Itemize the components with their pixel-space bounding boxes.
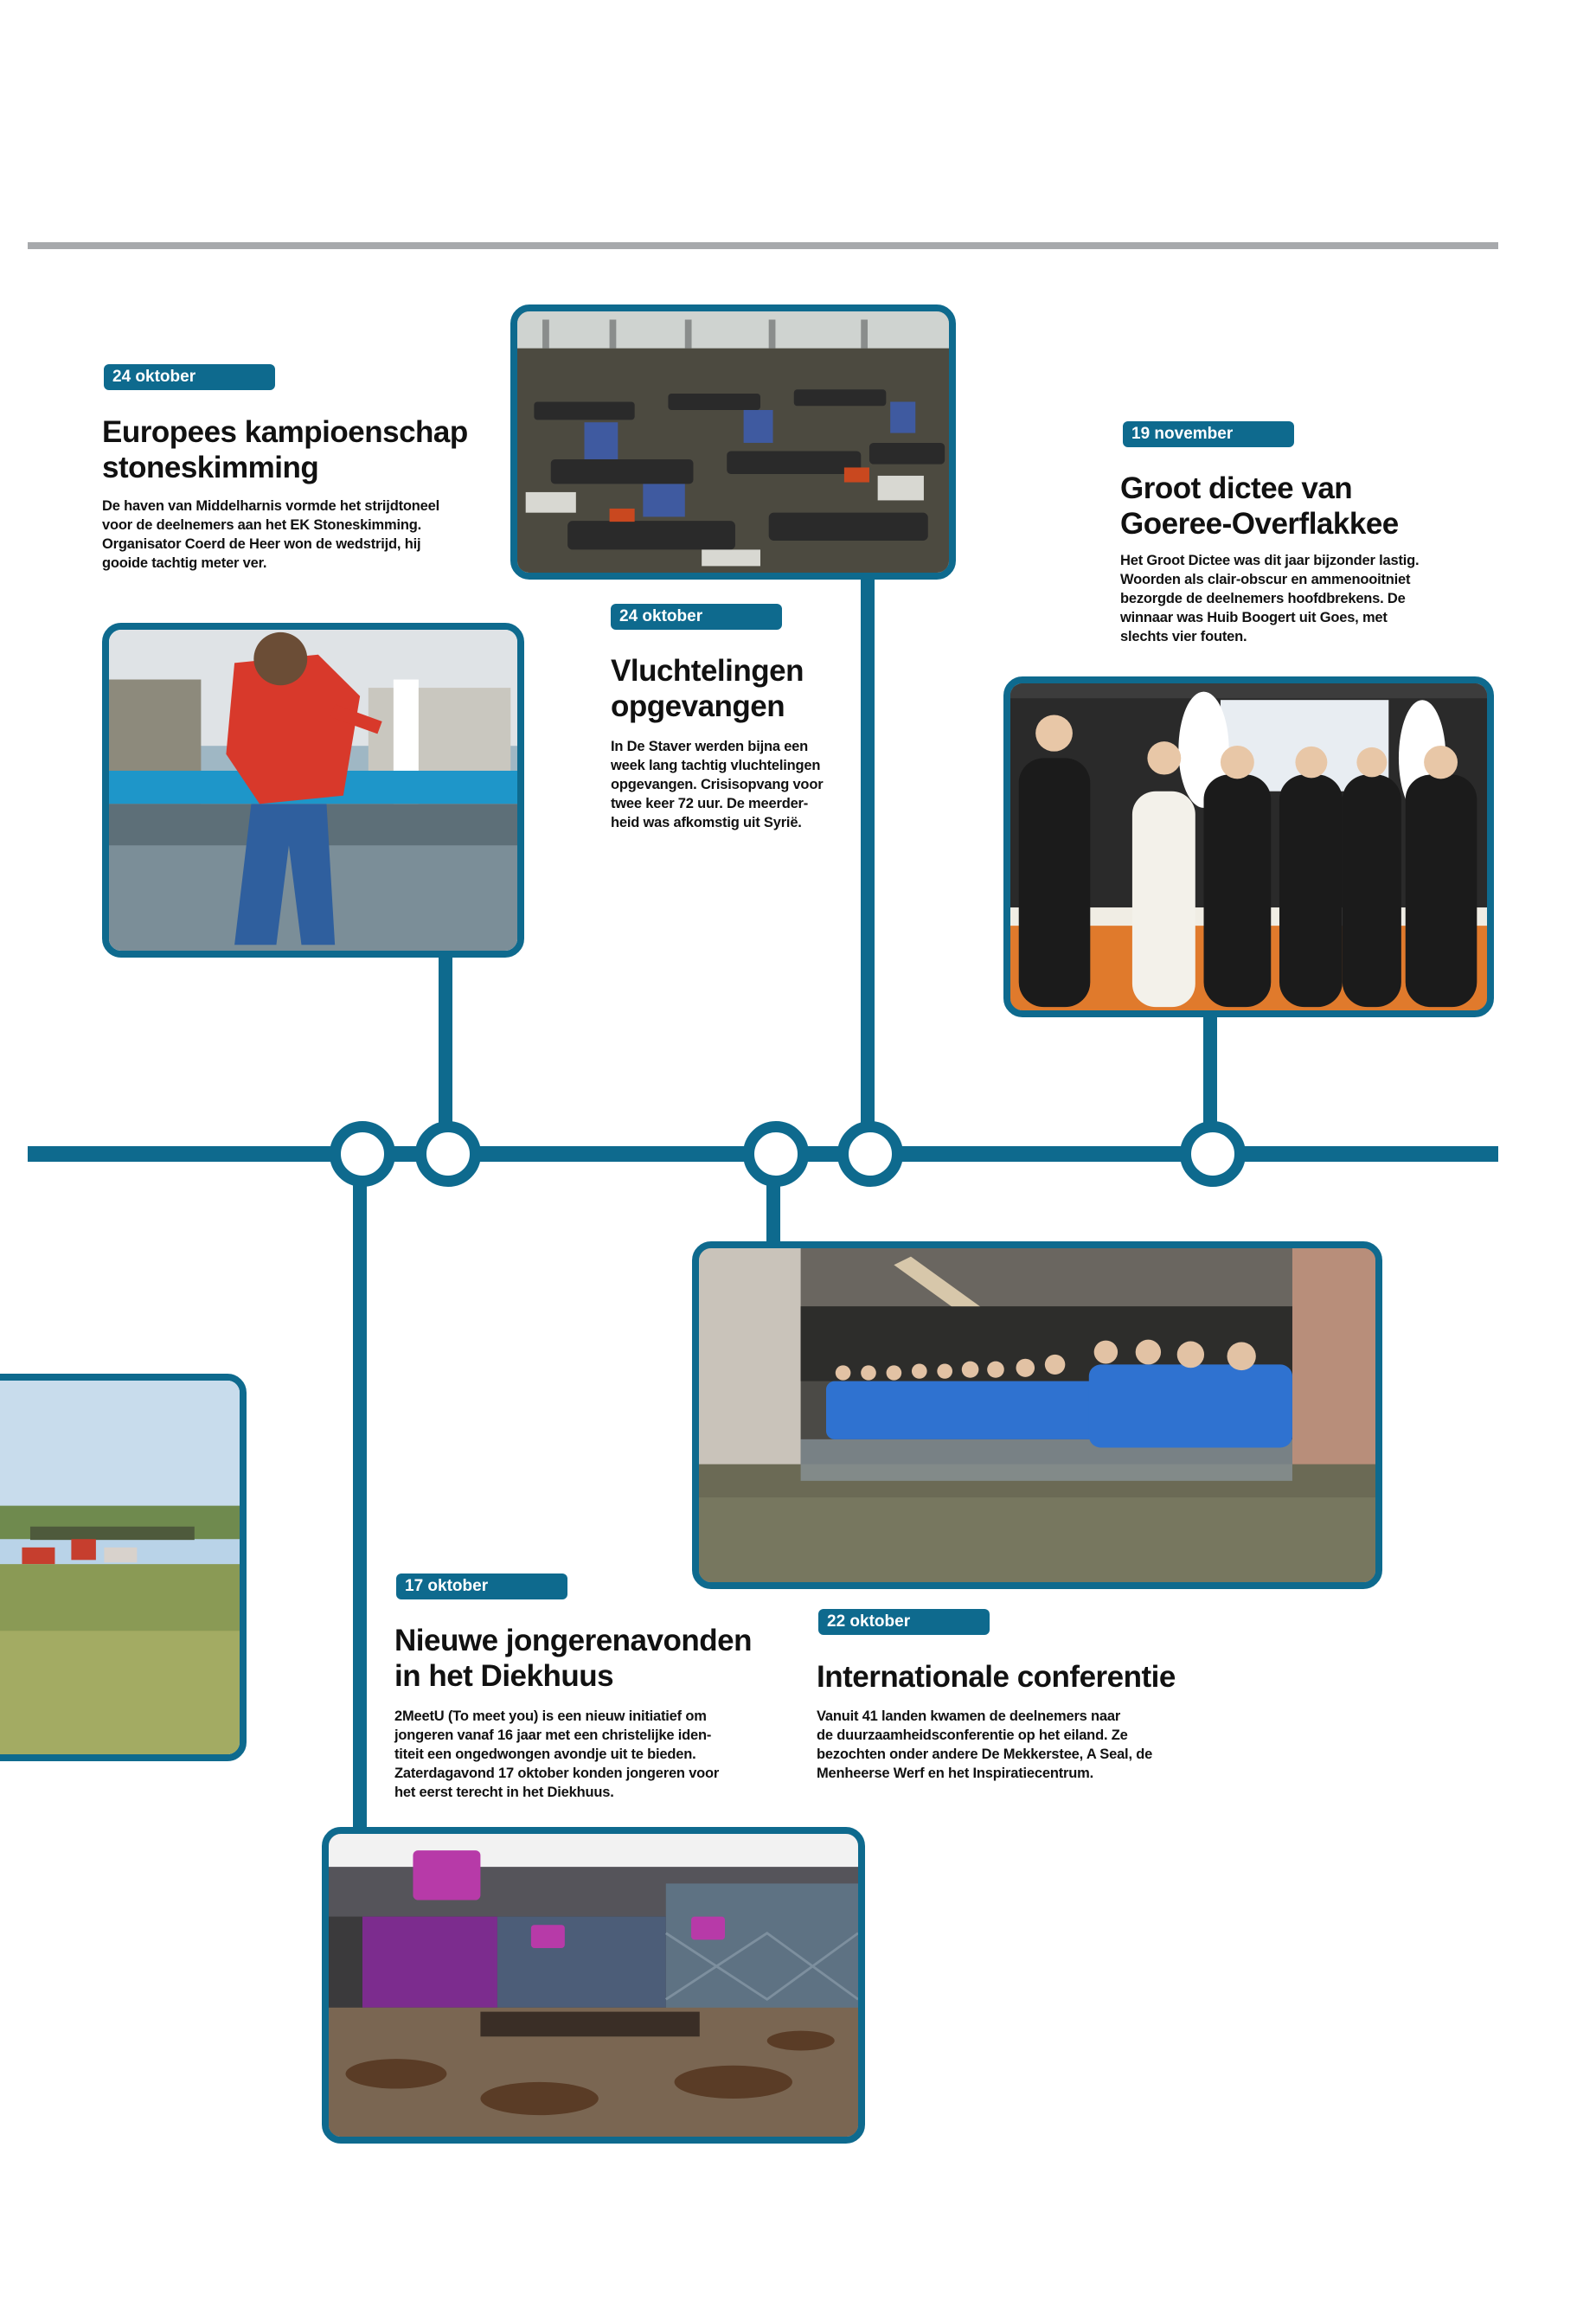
date-badge-jongerenavonden: 17 oktober	[396, 1574, 567, 1599]
title-dictee: Groot dictee van Goeree-Overflakkee	[1120, 471, 1399, 541]
photo-refugee-shelter	[510, 304, 956, 580]
photo-field-accident	[0, 1374, 247, 1761]
connector-stoneskimming	[439, 943, 452, 1150]
date-badge-stoneskimming: 24 oktober	[104, 364, 275, 390]
body-conferentie: Vanuit 41 landen kwamen de deelnemers naar de duurzaamheidsconferentie op het eiland. Ze bezochten onder andere De Mekkerstee, A Seal, de Menheerse Werf en het Inspiratiecentrum.	[817, 1708, 1153, 1781]
photo-stoneskimming	[102, 623, 524, 958]
connector-diekhuus	[353, 1159, 367, 1834]
timeline-node-17-oktober	[330, 1121, 395, 1187]
date-badge-conferentie: 22 oktober	[818, 1609, 990, 1635]
date-badge-vluchtelingen: 24 oktober	[611, 604, 782, 630]
body-vluchtelingen: In De Staver werden bijna een week lang tachtig vluchtelingen opgevangen. Crisisopvang voor twee keer 72 uur. De meerder- heid was afkomstig uit Syrië.	[611, 739, 824, 830]
body-stoneskimming: De haven van Middelharnis vormde het strijdtoneel voor de deelnemers aan het EK Stoneskimming. Organisator Coerd de Heer won de wedstrijd, hij gooide tachtig meter ver.	[102, 498, 439, 571]
photo-dictee-winners	[1003, 676, 1494, 1017]
title-jongerenavonden: Nieuwe jongerenavonden in het Diekhuus	[394, 1624, 752, 1693]
timeline-node-vluchtelingen	[837, 1121, 903, 1187]
title-conferentie: Internationale conferentie	[817, 1660, 1176, 1694]
timeline-node-19-november	[1180, 1121, 1246, 1187]
timeline-node-22-oktober	[743, 1121, 809, 1187]
photo-conference-group	[692, 1241, 1382, 1589]
photo-diekhuus-interior	[322, 1827, 865, 2144]
connector-vluchtelingen	[861, 575, 875, 1150]
title-stoneskimming: Europees kampioenschap stoneskimming	[102, 415, 468, 484]
date-badge-dictee: 19 november	[1123, 421, 1294, 447]
timeline-node-stoneskimming	[415, 1121, 481, 1187]
top-rule	[28, 242, 1498, 249]
body-jongerenavonden: 2MeetU (To meet you) is een nieuw initiatief om jongeren vanaf 16 jaar met een christelijke iden- titeit een ongedwongen avondje uit te bieden. Zaterdagavond 17 oktober konden jongeren voor het eerst terecht in het Diekhuus.	[394, 1708, 720, 1800]
body-dictee: Het Groot Dictee was dit jaar bijzonder lastig. Woorden als clair-obscur en ammenooitniet bezorgde de deelnemers hoofdbrekens. De winnaar was Huib Boogert uit Goes, met slechts vier fouten.	[1120, 553, 1420, 644]
title-vluchtelingen: Vluchtelingen opgevangen	[611, 654, 804, 723]
